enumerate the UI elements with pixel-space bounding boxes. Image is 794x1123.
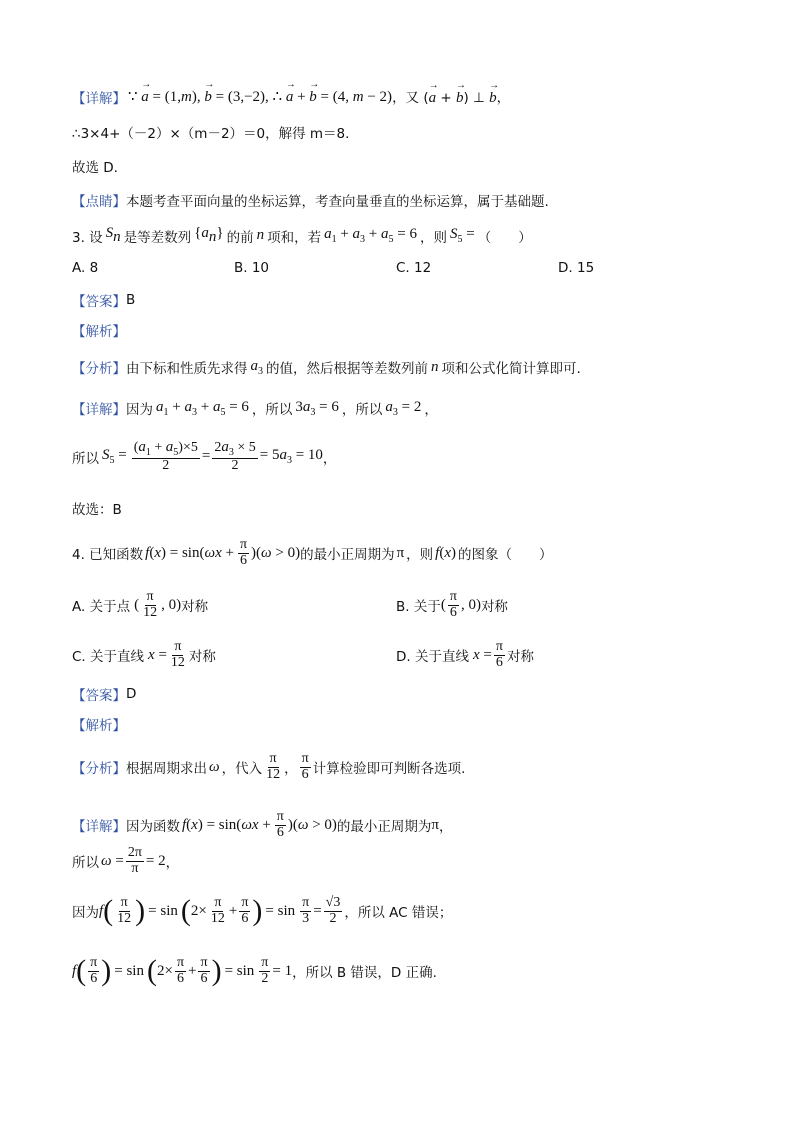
detail-label: 【详解】 bbox=[72, 90, 126, 107]
q3-analysis-label: 【解析】 bbox=[72, 324, 126, 340]
q2-choose: 故选 D. bbox=[72, 160, 118, 176]
review-label: 【点睛】 bbox=[72, 194, 126, 210]
q4-omega: 所以 ω = $\frac{2\pi}{\pi}$ = 2 ， bbox=[72, 845, 180, 876]
q4-analysis-label: 【解析】 bbox=[72, 718, 126, 734]
q2-detail-line bbox=[72, 86, 510, 107]
q2-solve-line: ∴3×4+（－2）×（m－2）＝0，解得 m＝8. bbox=[72, 126, 350, 142]
q3-fenxi: 【分析】 由下标和性质先求得 $a_3$ 的值，然后根据等差数列前 n 项和公式化简计算即可. bbox=[72, 357, 581, 377]
q2-detail-math: ∵ → a = (1,m), → b = (3,−2), ∴ → a + → b = (4, m − 2) bbox=[128, 87, 392, 106]
q4-option-a: A. 关于点 ( $\frac{\pi}{12}$ , 0) 对称 bbox=[72, 589, 209, 620]
q3-answer: 【答案】 B bbox=[72, 292, 136, 310]
q4-stem: 4. 已知函数 f(x) = sin(ωx + $\frac{\pi}{6}$ )(ω > 0) 的最小正周期为 π ，则 f(x) 的图象（ ） bbox=[72, 537, 553, 568]
q4-detail: 【详解】 因为函数 f(x) = sin(ωx + $\frac{\pi}{6}$ )(ω > 0) 的最小正周期为 π ， bbox=[72, 809, 453, 840]
q2-comment bbox=[72, 190, 549, 210]
q4-check-pi6: f ( $\frac{\pi}{6}$ ) = sin ( 2× $\frac{\pi}{6}$ + $\frac{\pi}{6}$ ) = sin $\frac{\pi}{2}$ = 1 ，所以 B 错误，D 正确. bbox=[72, 954, 437, 988]
q3-choose: 故选：B bbox=[72, 502, 122, 518]
q4-fenxi: 【分析】 根据周期求出 ω ，代入 $\frac{\pi}{12}$ ， $\frac{\pi}{6}$ 计算检验即可判断各选项. bbox=[72, 751, 466, 782]
q2-detail-tail: ，又 (→ a + → b) ⊥ → b， bbox=[392, 86, 510, 107]
q4-option-c: C. 关于直线 x = $\frac{\pi}{12}$ 对称 bbox=[72, 639, 216, 670]
q4-check-pi12: 因为 f ( $\frac{\pi}{12}$ ) = sin ( 2× $\frac{\pi}{12}$ + $\frac{\pi}{6}$ ) = sin $\frac{\pi}{3}$ = $\frac{√3}{2}$ ，所以 AC 错误； bbox=[72, 894, 453, 928]
q3-detail: 【详解】 因为 $a_1 + a_3 + a_5 = 6$ ，所以 $3a_3 = 6$ ，所以 $a_3 = 2$ ， bbox=[72, 398, 438, 418]
q3-option-a: A. 8 bbox=[72, 260, 99, 276]
q4-option-b: B. 关于 ( $\frac{\pi}{6}$ , 0) 对称 bbox=[396, 589, 508, 620]
q4-option-d: D. 关于直线 x = $\frac{\pi}{6}$ 对称 bbox=[396, 639, 534, 670]
q4-answer: 【答案】 D bbox=[72, 686, 137, 704]
q3-calculation: 所以 $S_5$ = $\frac{(a_1 + a_5)\times 5}{2}$ = $\frac{2a_3 \times 5}{2}$ = $5a_3 = 10$ ， bbox=[72, 439, 337, 474]
q3-stem: 3. 设 $S_n$ 是等差数列 $\{a_n\}$ 的前 n 项和，若 $a_1 + a_3 + a_5 = 6$ ，则 $S_5$ = （ ） bbox=[72, 225, 532, 246]
q3-option-c: C. 12 bbox=[396, 260, 432, 276]
q3-option-d: D. 15 bbox=[558, 260, 595, 276]
q2-comment-text: 本题考查平面向量的坐标运算，考查向量垂直的坐标运算，属于基础题. bbox=[126, 194, 549, 210]
q3-option-b: B. 10 bbox=[234, 260, 270, 276]
